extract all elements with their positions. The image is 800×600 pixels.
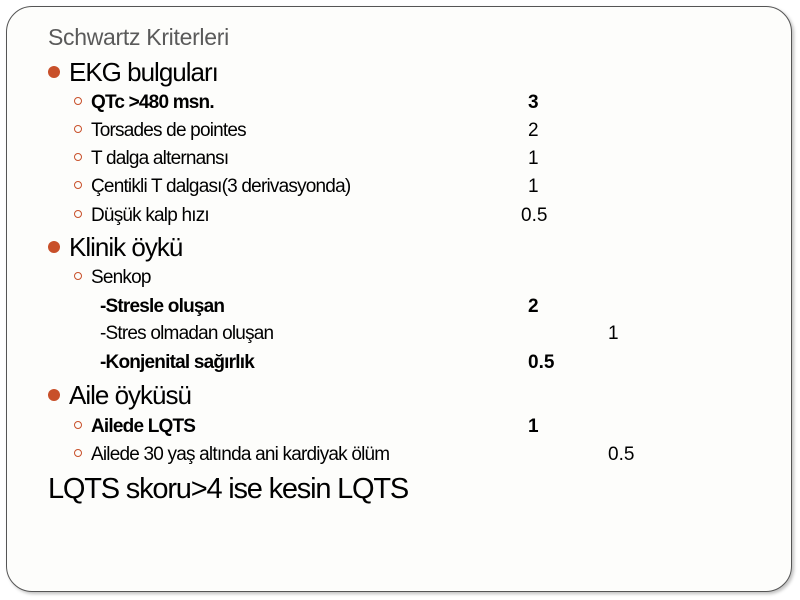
ekg-score-t-alternans: 1 bbox=[528, 148, 539, 169]
circle-bullet-icon bbox=[74, 421, 82, 429]
ekg-item-qtc: QTc >480 msn. bbox=[74, 92, 214, 114]
ekg-item-centikli-t: Çentikli T dalgası(3 derivasyonda) bbox=[74, 176, 350, 198]
bullet-icon bbox=[48, 241, 60, 253]
klinik-score-stresle: 2 bbox=[528, 296, 539, 317]
aile-score-ani-olum: 0.5 bbox=[608, 444, 635, 465]
aile-item-ani-olum: Ailede 30 yaş altında ani kardiyak ölüm bbox=[74, 444, 389, 466]
klinik-score-sagirlik: 0.5 bbox=[528, 352, 555, 373]
circle-bullet-icon bbox=[74, 97, 82, 105]
section-klinik-heading: Klinik öykü bbox=[48, 232, 182, 263]
section-aile-heading: Aile öyküsü bbox=[48, 380, 191, 411]
circle-bullet-icon bbox=[74, 125, 82, 133]
circle-bullet-icon bbox=[74, 181, 82, 189]
circle-bullet-icon bbox=[74, 449, 82, 457]
ekg-score-qtc: 3 bbox=[528, 92, 539, 113]
bullet-icon bbox=[48, 389, 60, 401]
aile-score-lqts: 1 bbox=[528, 416, 539, 437]
slide-title: Schwartz Kriterleri bbox=[48, 24, 229, 50]
klinik-item-senkop: Senkop bbox=[74, 267, 151, 289]
ekg-item-t-alternans: T dalga alternansı bbox=[74, 148, 228, 170]
section-ekg-heading: EKG bulguları bbox=[48, 57, 218, 88]
aile-item-lqts: Ailede LQTS bbox=[74, 416, 195, 438]
klinik-score-stressiz: 1 bbox=[608, 323, 619, 344]
klinik-item-stressiz: -Stres olmadan oluşan bbox=[100, 323, 274, 344]
circle-bullet-icon bbox=[74, 272, 82, 280]
bullet-icon bbox=[48, 66, 60, 78]
conclusion-text: LQTS skoru>4 ise kesin LQTS bbox=[48, 473, 409, 505]
circle-bullet-icon bbox=[74, 210, 82, 218]
ekg-score-torsades: 2 bbox=[528, 120, 539, 141]
ekg-item-torsades: Torsades de pointes bbox=[74, 120, 246, 142]
klinik-item-sagirlik: -Konjenital sağırlık bbox=[100, 352, 254, 373]
ekg-score-dusuk-kalp: 0.5 bbox=[521, 205, 548, 226]
circle-bullet-icon bbox=[74, 153, 82, 161]
ekg-item-dusuk-kalp: Düşük kalp hızı bbox=[74, 205, 209, 227]
ekg-score-centikli-t: 1 bbox=[528, 176, 539, 197]
klinik-item-stresle: -Stresle oluşan bbox=[100, 296, 225, 317]
